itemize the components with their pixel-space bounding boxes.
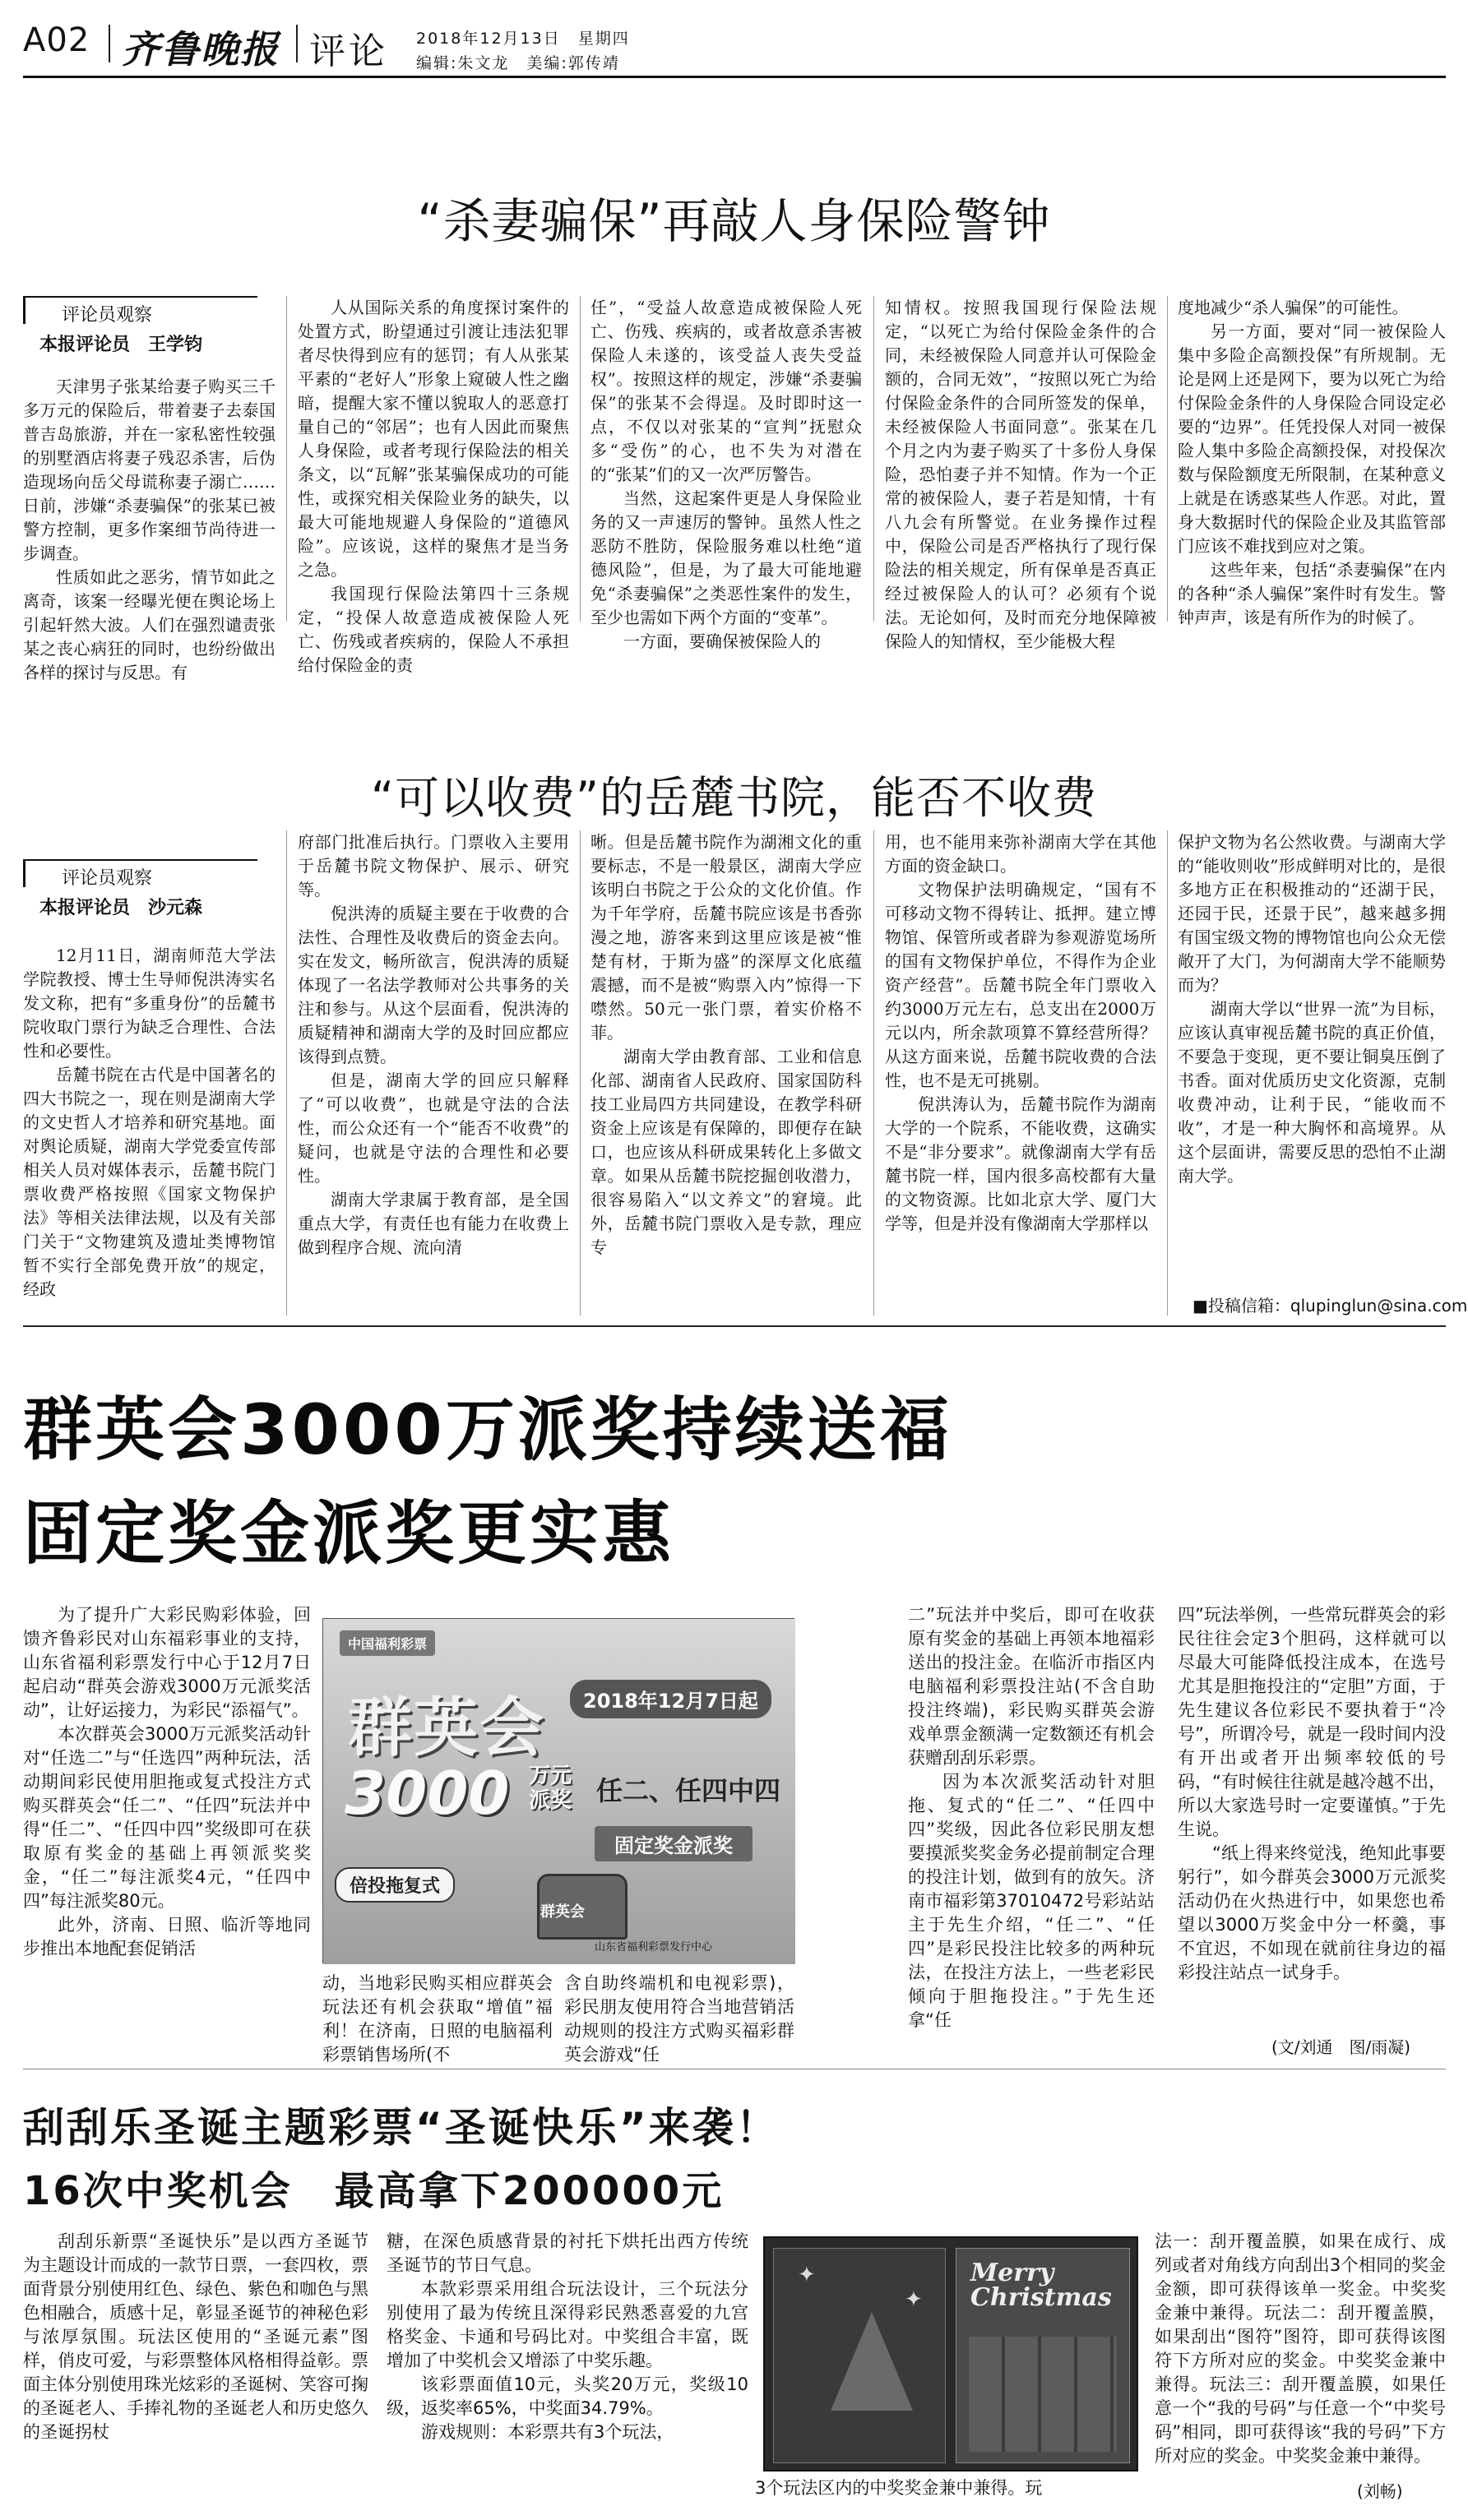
article2-column-2 <box>298 830 569 1315</box>
header-divider <box>109 25 110 62</box>
paragraph: 我国现行保险法第四十三条规定，“投保人故意造成被保险人死亡、伤残或者疾病的，保险人不承担给付保险金的责 <box>298 584 569 675</box>
promo-amount-unit-2: 派奖 <box>529 1788 572 1813</box>
paragraph: 度地减少“杀人骗保”的可能性。 <box>1178 298 1409 317</box>
promo-fixed-prize: 固定奖金派奖 <box>595 1826 753 1861</box>
promo-amount: 3000 <box>345 1759 510 1828</box>
article1-column-5 <box>1178 296 1446 627</box>
christmas-ticket-image <box>763 2236 1138 2471</box>
paragraph: 当然，这起案件更是人身保险业务的又一声速厉的警钟。虽然人性之恶防不胜防，保险服务难以杜绝“道德风险”，但是，为了最大可能地避免“杀妻骗保”之类恶性案件的发生，至少也需如下两个方面的“变革”。 <box>590 488 862 627</box>
lottery2-headline-2: 16次中奖机会 最高拿下200000元 <box>23 2168 725 2214</box>
column-separator <box>873 296 874 622</box>
paragraph: 该彩票面值10元，头奖20万元，奖级10级，返奖率65%，中奖面34.79%。 <box>387 2374 748 2418</box>
paragraph: 本款彩票采用组合玩法设计，三个玩法分别使用了最为传统且深得彩民熟悉喜爱的九宫格奖金、卡通和号码比对。中奖组合丰富，既增加了中奖机会又增添了中奖乐趣。 <box>387 2279 748 2370</box>
column-separator <box>286 830 287 1315</box>
article2-headline: “可以收费”的岳麓书院，能否不收费 <box>371 772 1097 824</box>
lottery2-column-3 <box>755 2476 1146 2503</box>
paragraph: 游戏规则：本彩票共有3个玩法， <box>421 2422 674 2442</box>
lottery2-headline-1: 刮刮乐圣诞主题彩票“圣诞快乐”来袭！ <box>23 2104 780 2152</box>
paragraph: 任”，“受益人故意造成被保险人死亡、伤残、疾病的，或者故意杀害被保险人未遂的，该受益人丧失受益权”。按照这样的规定，涉嫌“杀妻骗保”的张某不会得逞。及时即时这一点，不仅以对张某的“宣判”抚慰众多“受伤”的心，也不失为对潜在的“张某”们的又一次严厉警告。 <box>590 298 862 484</box>
header-rule <box>23 76 1446 78</box>
paragraph: 保护文物为名公然收费。与湖南大学的“能收则收”形成鲜明对比的，是很多地方正在积极推动的“还湖于民，还园于民，还景于民”，越来越多拥有国宝级文物的博物馆也向公众无偿敞开了大门，为何湖南大学不能顺势而为？ <box>1178 832 1446 995</box>
article1-headline: “杀妻骗保”再敲人身保险警钟 <box>417 193 1051 249</box>
paragraph: 湖南大学隶属于教育部，是全国重点大学，有责任也有能力在收费上做到程序合规、流向清 <box>298 1190 569 1257</box>
paragraph: 12月11日，湖南师范大学法学院教授、博士生导师倪洪涛实名发文称，把有“多重身份”的岳麓书院收取门票行为缺乏合理性、合法性和必要性。 <box>23 946 276 1061</box>
column-tag: 评论员观察 <box>23 859 257 887</box>
section-title: 评论 <box>309 30 388 72</box>
lottery-promo-image <box>322 1618 794 1963</box>
paragraph: 倪洪涛认为，岳麓书院作为湖南大学的一个院系，不能收费，这确实不是“非分要求”。就像湖南大学有岳麓书院一样，国内很多高校都有大量的文物资源。比如北京大学、厦门大学等，但是并没有像湖南大学那样以 <box>885 1094 1156 1233</box>
issue-date: 2018年12月13日 星期四 <box>416 30 630 48</box>
promo-play-types: 任二、任四中四 <box>596 1775 781 1806</box>
newspaper-logo: 齐鲁晚报 <box>122 27 280 72</box>
column-separator <box>1167 830 1168 1315</box>
promo-chest-label: 群英会 <box>540 1903 585 1921</box>
paragraph: 湖南大学由教育部、工业和信息化部、湖南省人民政府、国家国防科技工业局四方共同建设，在教学科研资金上应该是有保障的，即便存在缺口，也应该从科研成果转化上多做文章。如果从岳麓书院挖掘创收潜力，很容易陷入“以文养文”的窘境。此外，岳麓书院门票收入是专款，理应专 <box>590 1047 862 1257</box>
star-icon: ✦ <box>798 2263 816 2287</box>
paragraph: 一方面，要确保被保险人的 <box>623 631 821 651</box>
promo-amount-unit-1: 万元 <box>529 1764 572 1788</box>
welfare-lottery-logo: 中国福利彩票 <box>340 1630 435 1656</box>
article2-column-5 <box>1178 830 1446 1291</box>
lottery1-credit: (文/刘通 图/雨凝) <box>1271 2037 1411 2057</box>
paragraph: 糖，在深色质感背景的衬托下烘托出西方传统圣诞节的节日气息。 <box>387 2231 748 2275</box>
column-tag: 评论员观察 <box>23 296 257 324</box>
promo-title: 群英会 <box>348 1691 546 1765</box>
header-divider <box>296 25 298 62</box>
star-icon: ✦ <box>905 2287 923 2312</box>
paragraph: 四”玩法举例，一些常玩群英会的彩民往往会定3个胆码，这样就可以尽最大可能降低投注成本，在选号尤其是胆拖投注的“定胆”方面，于先生建议各位彩民不要执着于“冷号”，所谓冷号，就是一段时间内没有开出或者开出频率较低的号码，“有时候往往就是越冷越不出，所以大家选号时一定要谨慎。”于先生说。 <box>1178 1605 1446 1839</box>
lottery1-headline-2: 固定奖金派奖更实惠 <box>23 1493 675 1574</box>
paragraph: 湖南大学以“世界一流”为目标，应该认真审视岳麓书院的真正价值，不要急于变现，更不要让铜臭压倒了书香。面对优质历史文化资源，克制收费冲动，让利于民，“能收而不收”，才是一种大胸怀和高境界。从这个层面讲，需要反思的恐怕不止湖南大学。 <box>1178 999 1446 1186</box>
paragraph: 含自助终端机和电视彩票)，彩民朋友使用符合当地营销活动规则的投注方式购买福彩群英会游戏“任 <box>564 1973 794 2065</box>
paragraph: 岳麓书院在古代是中国著名的四大书院之一，现在则是湖南大学的文史哲人才培养和研究基地。面对舆论质疑，湖南大学党委宣传部相关人员对媒体表示，岳麓书院门票收费严格按照《国家文物保护法》等相关法律法规，以及有关部门关于“文物建筑及遗址类博物馆暂不实行全部免费开放”的规定，经政 <box>23 1065 276 1299</box>
author: 本报评论员 沙元森 <box>39 898 203 918</box>
article2-column-3 <box>590 830 862 1315</box>
paragraph: 因为本次派奖活动针对胆拖、复式的“任二”、“任四中四”奖级，因此各位彩民朋友想要摸派奖奖金务必提前制定合理的投注计划，做到有的放矢。济南市福彩第37010472号彩站站主于先生介绍，“任二”、“任四”是彩民投注比较多的两种玩法，在投注方法上，一些老彩民倾向于胆拖投注。”于先生还拿“任 <box>908 1772 1155 2030</box>
editors: 编辑:朱文龙 美编:郭传靖 <box>416 54 620 72</box>
paragraph: 刮刮乐新票“圣诞快乐”是以西方圣诞节为主题设计而成的一款节日票，一套四枚，票面背景分别使用红色、绿色、紫色和咖色与黑色相融合，质感十足，彰显圣诞节的神秘色彩与浓厚氛围。玩法区使用的“圣诞元素”图样，俏皮可爱，与彩票整体风格相得益彰。票面主体分别使用珠光炫彩的圣诞树、笑容可掬的圣诞老人、手捧礼物的圣诞老人和历史悠久的圣诞拐杖 <box>23 2231 368 2442</box>
promo-date: 2018年12月7日起 <box>570 1680 771 1718</box>
article1-column-4 <box>885 296 1156 651</box>
ticket-title: Merry Christmas <box>970 2259 1112 2312</box>
author: 本报评论员 王学钧 <box>39 335 203 355</box>
column-separator <box>580 830 581 1315</box>
paragraph: 知情权。按照我国现行保险法规定，“以死亡为给付保险金条件的合同，未经被保险人同意并认可保险金额的，合同无效”，“按照以死亡为给付保险金条件的合同所签发的保单，未经被保险人书面同意”。张某在几个月之内为妻子购买了十多份人身保险，恐怕妻子并不知情。作为一个正常的被保险人，妻子若是知情，十有八九会有所警觉。在业务操作过程中，保险公司是否严格执行了现行保险法的相关规定，所有保单是否真正经过被保险人的认可？必须有个说法。无论如何，及时而充分地保障被保险人的知情权，至少能极大程 <box>885 298 1156 651</box>
column-separator <box>1167 296 1168 622</box>
paragraph: 但是，湖南大学的回应只解释了“可以收费”，也就是守法的合法性，而公众还有一个“能否不收费”的疑问，也就是守法的合理性和必要性。 <box>298 1070 569 1186</box>
column-separator <box>580 296 581 622</box>
paragraph: 人从国际关系的角度探讨案件的处置方式，盼望通过引渡让违法犯罪者尽快得到应有的惩罚；有人从张某平素的“老好人”形象上窥破人性之幽暗，提醒大家不懂以貌取人的恶意打量自己的“邻居”；也有人因此而聚焦人身保险，或者考现行保险法的相关条文，以“瓦解”张某骗保成功的可能性，或探究相关保险业务的缺失，以最大可能地规避人身保险的“道德风险”。应该说，这样的聚焦才是当务之急。 <box>298 298 569 580</box>
article2-column-1 <box>23 944 276 1314</box>
page-number: A02 <box>23 21 90 59</box>
lottery2-column-2 <box>387 2230 748 2501</box>
lottery2-column-1 <box>23 2230 368 2501</box>
paragraph: 这些年来，包括“杀妻骗保”在内的各种“杀人骗保”案件时有发生。警钟声声，该是有所作为的时候了。 <box>1178 560 1446 627</box>
submission-email: ■投稿信箱：qlupinglun@sina.com <box>1192 1296 1468 1315</box>
page-header <box>23 15 1446 74</box>
paragraph: 另一方面，要对“同一被保险人集中多险企高额投保”有所规制。无论是网上还是网下，要为以死亡为给付保险金条件的人身保险合同设定必要的“边界”。任凭投保人对同一被保险人集中多险企高额投保，对投保次数与保险额度无所限制，在某种意义上就是在诱惑某些人作恶。对此，置身大数据时代的保险企业及其监管部门应该不难找到应对之策。 <box>1178 321 1446 556</box>
article1-column-2 <box>298 296 569 675</box>
paragraph: 3个玩法区内的中奖奖金兼中兼得。玩 <box>755 2478 1043 2498</box>
article1-byline <box>23 296 257 356</box>
lottery2-credit: (刘畅) <box>1357 2481 1403 2501</box>
promo-issuer: 山东省福利彩票发行中心 <box>595 1941 713 1954</box>
section-divider <box>23 1325 1446 1327</box>
paragraph: 二”玩法并中奖后，即可在收获原有奖金的基础上再领本地福彩送出的投注金。在临沂市指区内电脑福利彩票投注站(不含自助投注终端)，彩民购买群英会游戏单票金额满一定数额还有机会获赠刮刮乐彩票。 <box>908 1605 1155 1768</box>
paragraph: 性质如此之恶劣，情节如此之离奇，该案一经曝光便在舆论场上引起轩然大波。人们在强烈谴责张某之丧心病狂的同时，也纷纷做出各样的探讨与反思。有 <box>23 567 276 682</box>
paragraph: 文物保护法明确规定，“国有不可移动文物不得转让、抵押。建立博物馆、保管所或者辟为参观游览场所的国有文物保护单位，不得作为企业资产经营”。岳麓书院全年门票收入约3000万元左右，总支出在2000万元以内，所余款项算不算经营所得？从这方面来说，岳麓书院收费的合法性，也不是无可挑剔。 <box>885 880 1156 1090</box>
lottery1-column-2 <box>322 1972 553 2065</box>
column-separator <box>873 830 874 1315</box>
lottery1-column-1 <box>23 1603 311 2057</box>
lottery1-headline-1: 群英会3000万派奖持续送福 <box>23 1389 952 1470</box>
lottery1-column-5 <box>1178 1603 1446 2031</box>
article1-column-3 <box>590 296 862 651</box>
paragraph: 动，当地彩民购买相应群英会玩法还有机会获取“增值”福利！在济南，日照的电脑福利彩票销售场所(不 <box>322 1973 553 2065</box>
paragraph: 府部门批准后执行。门票收入主要用于岳麓书院文物保护、展示、研究等。 <box>298 832 569 899</box>
lottery2-column-4 <box>1155 2230 1446 2476</box>
article2-column-4 <box>885 830 1156 1315</box>
article1-column-1 <box>23 375 276 682</box>
scratch-area <box>969 2337 1117 2452</box>
paragraph: 天津男子张某给妻子购买三千多万元的保险后，带着妻子去泰国普吉岛旅游，并在一家私密性较强的别墅酒店将妻子残忍杀害，后伪造现场向岳父母谎称妻子溺亡……日前，涉嫌“杀妻骗保”的张某已被警方控制，更多作案细节尚待进一步调查。 <box>23 377 276 563</box>
paragraph: 用，也不能用来弥补湖南大学在其他方面的资金缺口。 <box>885 832 1156 876</box>
paragraph: 为了提升广大彩民购彩体验，回馈齐鲁彩民对山东福彩事业的支持，山东省福利彩票发行中心于12月7日起启动“群英会游戏3000万元派奖活动”，让好运接力，为彩民“添福气”。 <box>23 1605 311 1720</box>
lottery1-column-3 <box>564 1972 794 2065</box>
promo-amount-unit <box>529 1764 572 1813</box>
paragraph: 晰。但是岳麓书院作为湖湘文化的重要标志，不是一般景区，湖南大学应该明白书院之于公众的文化价值。作为千年学府，岳麓书院应该是书香弥漫之地，游客来到这里应该是被“惟楚有材，于斯为盛”的深厚文化底蕴震撼，而不是被“购票入内”惊得一下噤然。50元一张门票，着实价格不菲。 <box>590 832 862 1043</box>
lottery1-column-4 <box>908 1603 1155 2057</box>
column-separator <box>286 296 287 622</box>
paragraph: 本次群英会3000万元派奖活动针对“任选二”与“任选四”两种玩法，活动期间彩民使用胆拖或复式投注方式购买群英会“任二”、“任四”玩法并中得“任二”、“任四中四”奖级即可在获取原有奖金的基础上再领派奖奖金，“任二”每注派奖4元，“任四中四”每注派奖80元。 <box>23 1724 311 1911</box>
paragraph: 倪洪涛的质疑主要在于收费的合法性、合理性及收费后的资金去向。实在发文，畅所欲言，倪洪涛的质疑体现了一名法学教师对公共事务的关注和参与。从这个层面看，倪洪涛的质疑精神和湖南大学的及时回应都应该得到点赞。 <box>298 904 569 1066</box>
article2-byline <box>23 859 257 919</box>
christmas-tree-icon <box>831 2312 913 2411</box>
paragraph: “纸上得来终觉浅，绝知此事要躬行”，如今群英会3000万元派奖活动仍在火热进行中，如果您也希望以3000万奖金中分一杯羹，事不宜迟，不如现在就前往身边的福彩投注站点一试身手。 <box>1178 1843 1446 1982</box>
paragraph: 法一：刮开覆盖膜，如果在成行、成列或者对角线方向刮出3个相同的奖金金额，即可获得该单一奖金。中奖奖金兼中兼得。玩法二：刮开覆盖膜，如果刮出“图符”图符，即可获得该图符下方所对应的奖金。中奖奖金兼中兼得。玩法三：刮开覆盖膜，如果任意一个“我的号码”与任意一个“中奖号码”相同，即可获得该“我的号码”下方所对应的奖金。中奖奖金兼中兼得。 <box>1155 2231 1446 2466</box>
paragraph: 此外，济南、日照、临沂等地同步推出本地配套促销活 <box>23 1915 311 1958</box>
promo-bet-type: 倍投拖复式 <box>335 1867 455 1903</box>
